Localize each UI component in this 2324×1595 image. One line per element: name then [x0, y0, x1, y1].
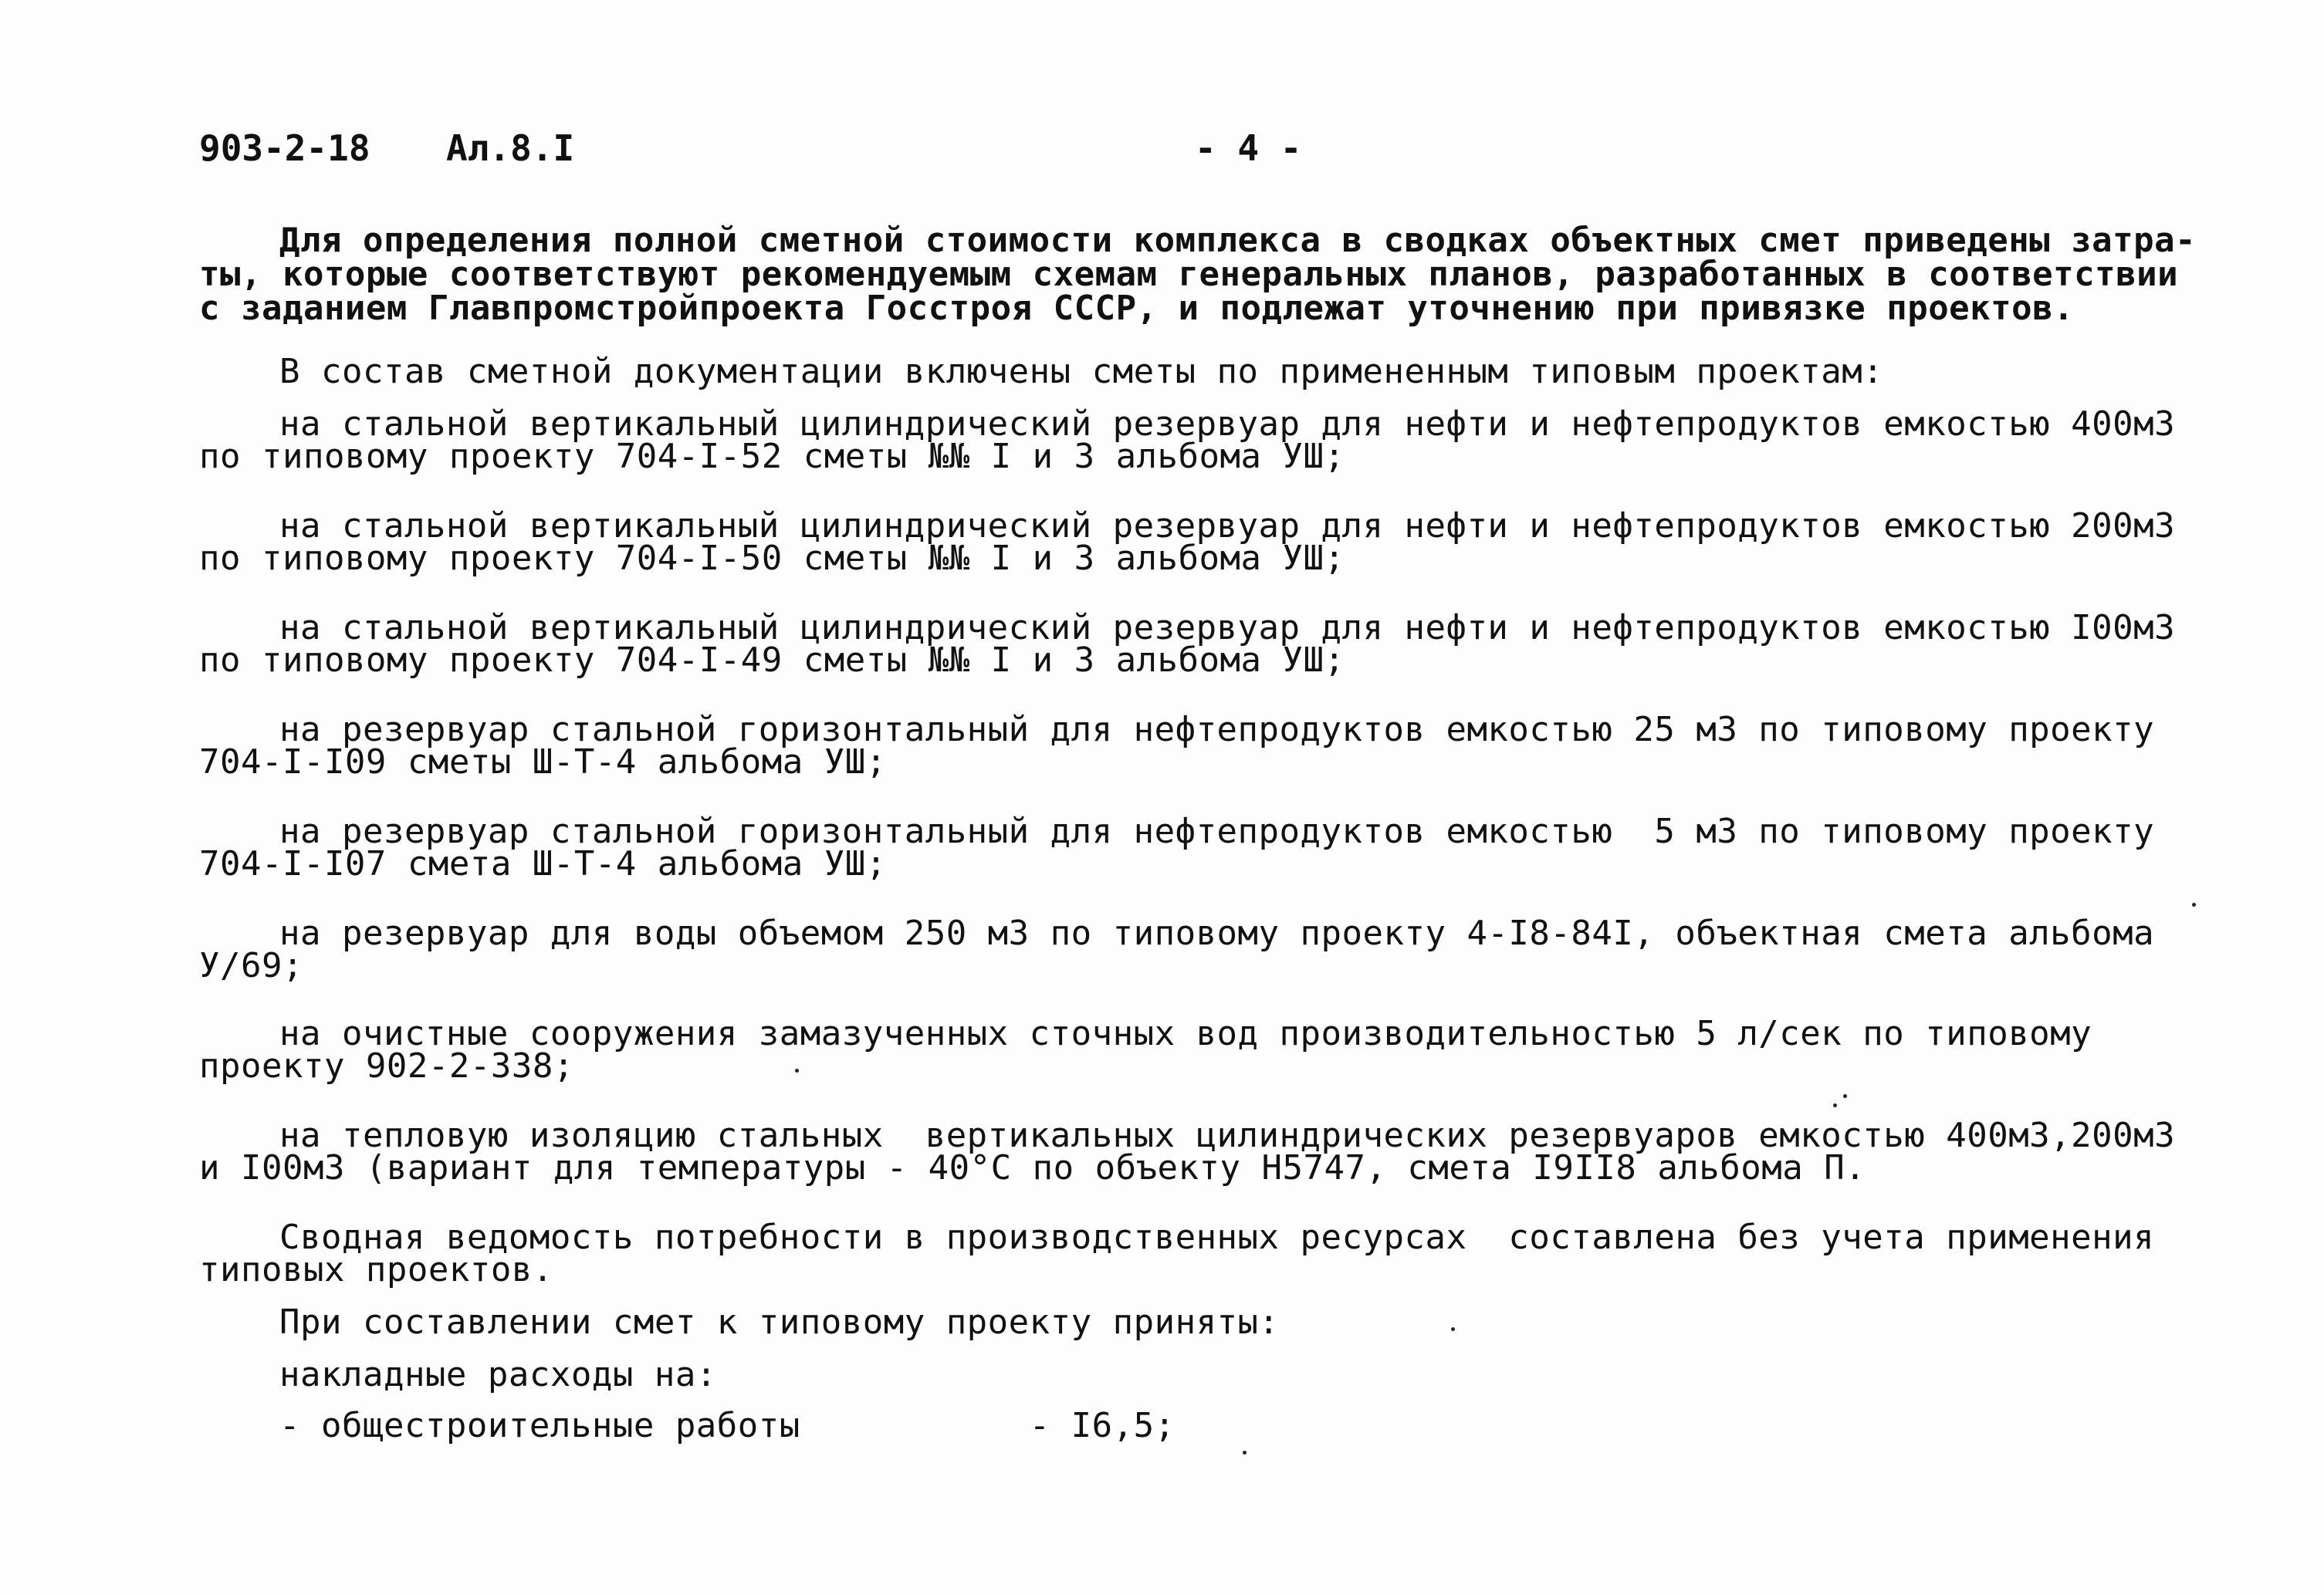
list-item-water-tank-line-1: на резервуар для воды объемом 250 м3 по типовому проекту 4-I8-84I, объектная смета альбома: [279, 914, 2155, 953]
list-item-treatment-line-2: проекту 902-2-338;: [199, 1046, 574, 1086]
list-item-100m3-line-2: по типовому проекту 704-I-49 сметы №№ I и 3 альбома УШ;: [199, 640, 1345, 680]
document-code: 903-2-18: [199, 127, 370, 169]
paragraph-list-intro: В состав сметной документации включены сметы по примененным типовым проектам:: [279, 352, 1884, 391]
overhead-general-construction: - общестроительные работы - I6,5;: [279, 1406, 1176, 1445]
list-item-insulation-line-2: и I00м3 (вариант для температуры - 40°С по объекту Н5747, смета I9II8 альбома П.: [199, 1148, 1866, 1188]
page-number: - 4 -: [1195, 127, 1302, 169]
scan-speck: [1833, 1103, 1837, 1107]
list-item-200m3-line-2: по типовому проекту 704-I-50 сметы №№ I и 3 альбома УШ;: [199, 539, 1345, 578]
list-item-5m3-line-2: 704-I-I07 смета Ш-Т-4 альбома УШ;: [199, 844, 887, 884]
scan-speck: [2192, 903, 2196, 907]
list-item-water-tank-line-2: У/69;: [199, 946, 303, 985]
list-item-400m3-line-2: по типовому проекту 704-I-52 сметы №№ I и 3 альбома УШ;: [199, 437, 1345, 476]
overhead-costs-heading: накладные расходы на:: [279, 1355, 717, 1394]
summary-resources-line-1: Сводная ведомость потребности в производственных ресурсах составлена без учета применения: [279, 1218, 2155, 1257]
scan-speck: [1843, 1094, 1847, 1098]
paragraph-intro-line-3: с заданием Главпромстройпроекта Госстроя СССР, и подлежат уточнению при привязке проектов.: [199, 289, 2075, 328]
scan-speck: [795, 1069, 799, 1073]
paragraph-intro-line-2: ты, которые соответствуют рекомендуемым схемам генеральных планов, разработанных в соответствии: [199, 255, 2179, 294]
list-item-200m3-line-1: на стальной вертикальный цилиндрический резервуар для нефти и нефтепродуктов емкостью 200м3: [279, 506, 2176, 546]
list-item-100m3-line-1: на стальной вертикальный цилиндрический резервуар для нефти и нефтепродуктов емкостью I00м3: [279, 608, 2176, 647]
list-item-25m3-line-2: 704-I-I09 сметы Ш-Т-4 альбома УШ;: [199, 742, 887, 782]
summary-resources-line-2: типовых проектов.: [199, 1250, 553, 1289]
list-item-25m3-line-1: на резервуар стальной горизонтальный для нефтепродуктов емкостью 25 м3 по типовому проекту: [279, 710, 2155, 749]
album-number: Ал.8.I: [446, 127, 575, 169]
paragraph-intro-line-1: Для определения полной сметной стоимости комплекса в сводках объектных смет приведены затра-: [279, 221, 2197, 260]
list-item-insulation-line-1: на тепловую изоляцию стальных вертикальных цилиндрических резервуаров емкостью 400м3,200м3: [279, 1116, 2176, 1155]
list-item-400m3-line-1: на стальной вертикальный цилиндрический резервуар для нефти и нефтепродуктов емкостью 400м3: [279, 404, 2176, 444]
page-header: [199, 127, 2206, 181]
list-item-5m3-line-1: на резервуар стальной горизонтальный для нефтепродуктов емкостью 5 м3 по типовому проекту: [279, 812, 2155, 851]
scan-speck: [1451, 1327, 1455, 1331]
accepted-rates-intro: При составлении смет к типовому проекту приняты:: [279, 1303, 1280, 1342]
list-item-treatment-line-1: на очистные сооружения замазученных сточных вод производительностью 5 л/сек по типовому: [279, 1014, 2092, 1053]
scan-speck: [1243, 1451, 1247, 1455]
